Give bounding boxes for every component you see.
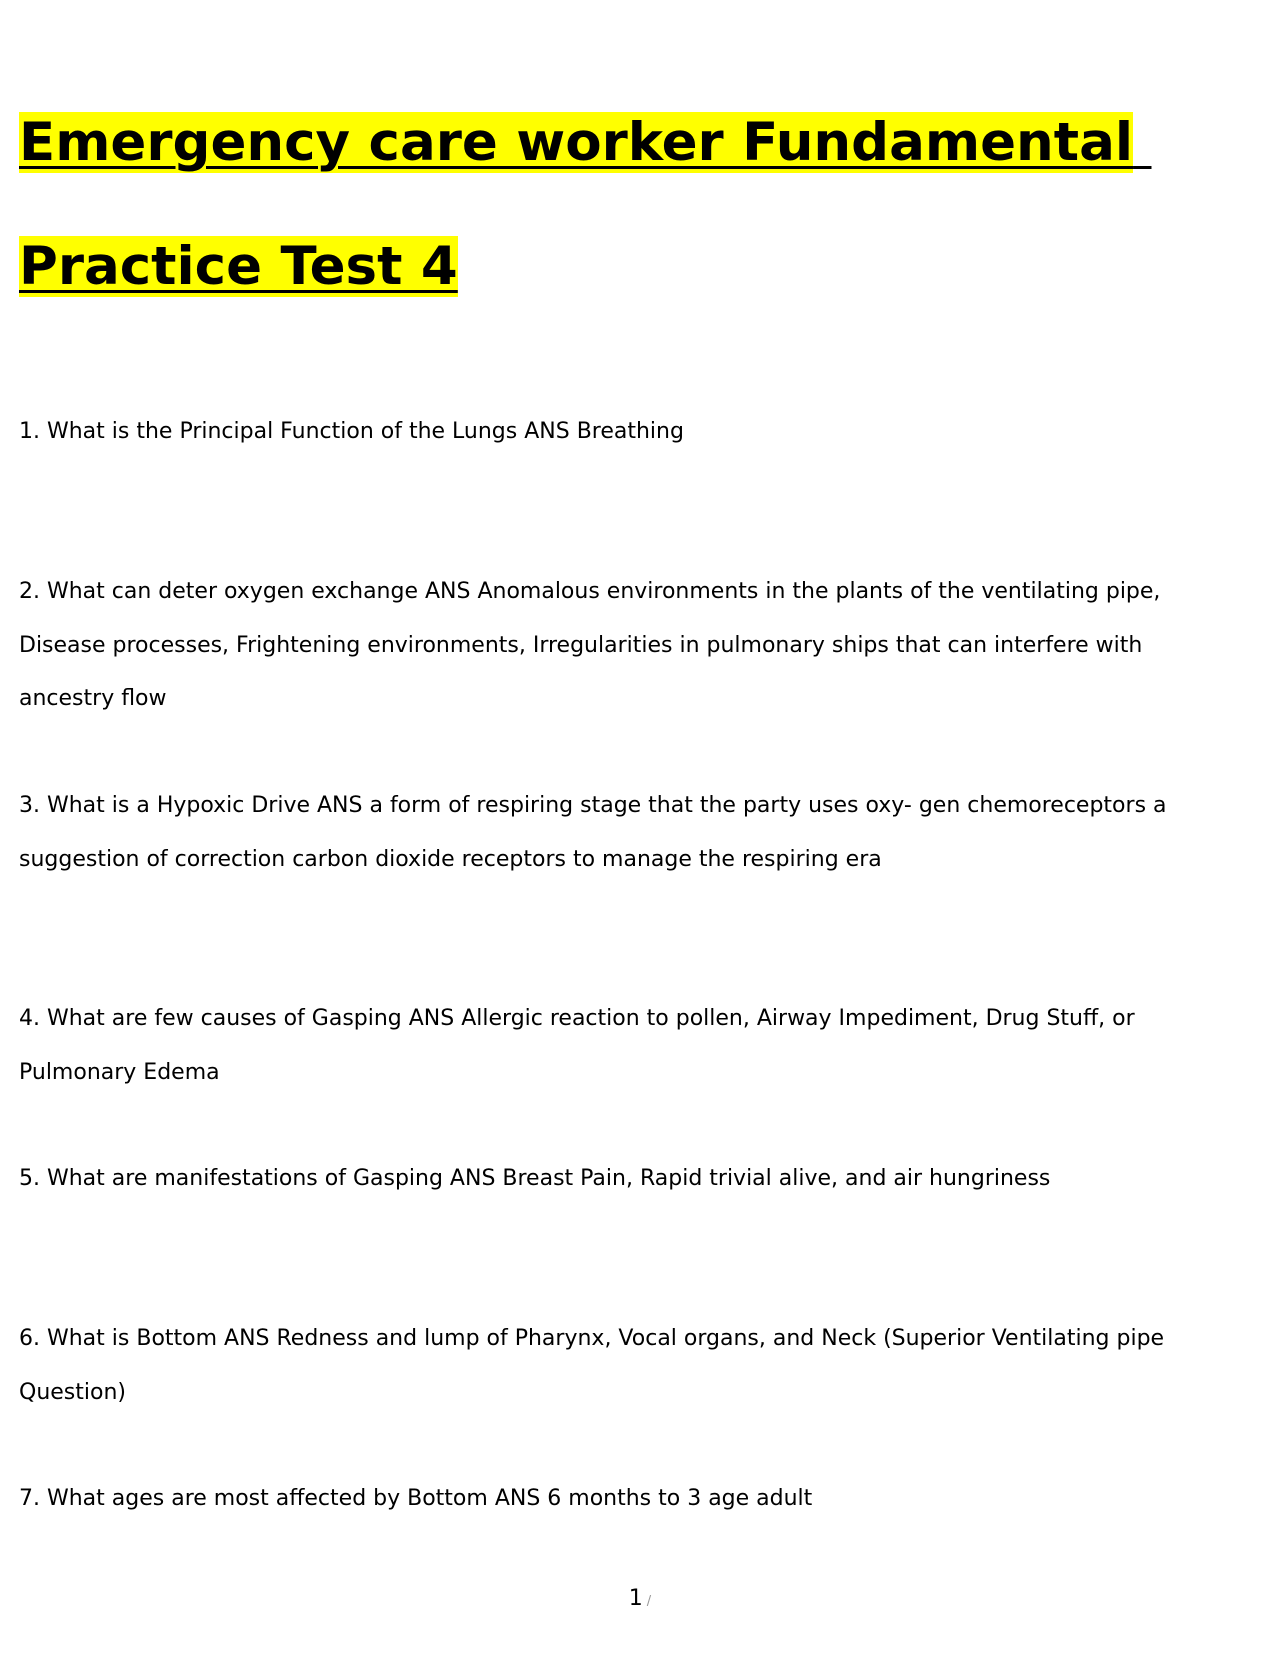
- question-3: 3. What is a Hypoxic Drive ANS a form of respiring stage that the party uses oxy- gen chemoreceptors a suggestion of correction carbon dioxide receptors to manage the respiring era: [19, 793, 1167, 872]
- question-7: 7. What ages are most affected by Bottom ANS 6 months to 3 age adult: [19, 1486, 813, 1511]
- question-6: 6. What is Bottom ANS Redness and lump of Pharynx, Vocal organs, and Neck (Superior Ventilating pipe Question): [19, 1326, 1165, 1405]
- title-text-line-1: Emergency care worker Fundamental: [19, 112, 1134, 173]
- page-separator: /: [646, 1594, 652, 1609]
- question-2: 2. What can deter oxygen exchange ANS Anomalous environments in the plants of the ventilating pipe, Disease processes, Frightening environments, Irregularities in pulmonary ships that can interfere with ancestry flow: [19, 579, 1161, 711]
- question-1: 1. What is the Principal Function of the Lungs ANS Breathing: [19, 419, 684, 444]
- page-number: 1: [628, 1586, 643, 1611]
- document-title-line-2: [19, 235, 458, 299]
- document-title-line-1: [19, 111, 1152, 175]
- title-text-line-2: Practice Test 4: [19, 236, 458, 297]
- page-number-footer: [0, 1586, 1280, 1611]
- question-4: 4. What are few causes of Gasping ANS Allergic reaction to pollen, Airway Impediment, Drug Stuff, or Pulmonary Edema: [19, 1006, 1135, 1085]
- question-5: 5. What are manifestations of Gasping ANS Breast Pain, Rapid trivial alive, and air hungriness: [19, 1166, 1051, 1191]
